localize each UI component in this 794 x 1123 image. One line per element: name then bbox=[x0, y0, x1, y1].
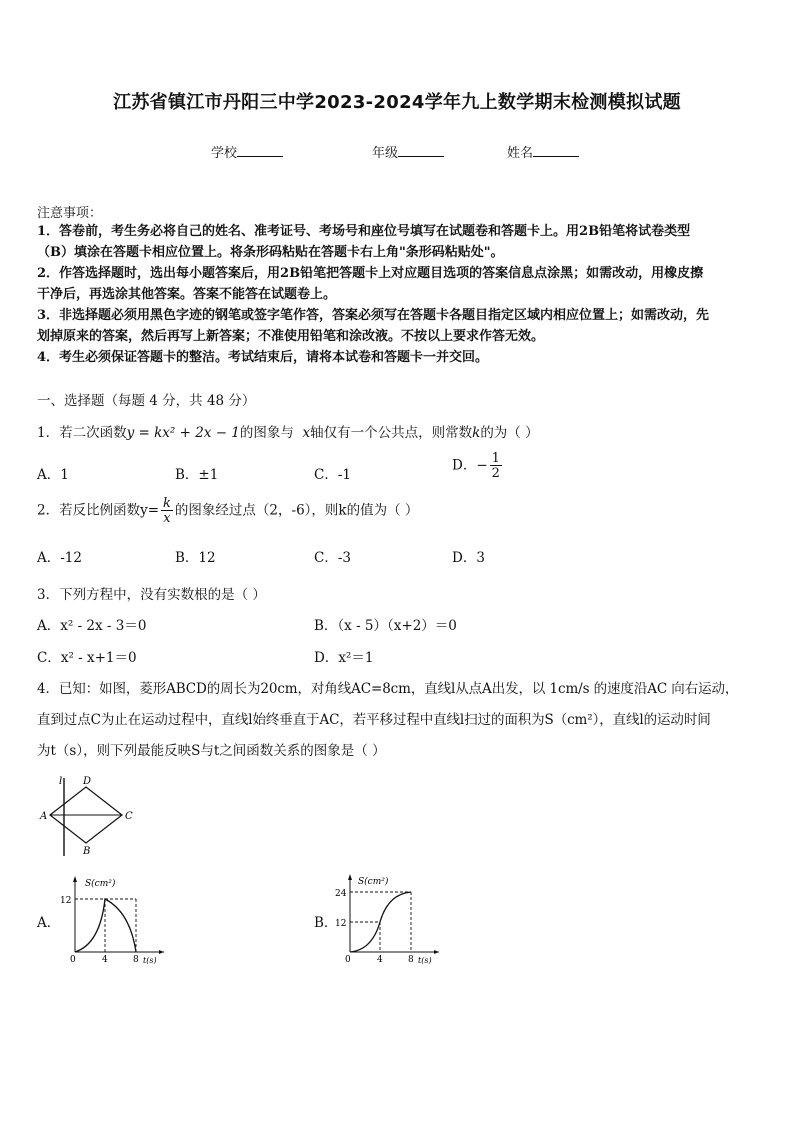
y-tick: 12 bbox=[60, 896, 72, 906]
q1-option-d-fraction bbox=[490, 452, 502, 480]
q2-text: 的图象经过点（2，-6），则k的值为（ ） bbox=[174, 502, 419, 519]
q1-option-a[interactable]: A．1 bbox=[37, 467, 69, 483]
q3-option-c[interactable]: C．x² - x+1＝0 bbox=[37, 650, 137, 666]
q2-option-b[interactable]: B．12 bbox=[175, 550, 216, 566]
rhombus-figure bbox=[36, 772, 148, 860]
notice-item: 划掉原来的答案，然后再写上新答案；不准使用铅笔和涂改液。不按以上要求作答无效。 bbox=[37, 329, 545, 344]
q2-fraction bbox=[161, 497, 173, 525]
q1-option-b[interactable]: B．±1 bbox=[175, 467, 219, 483]
label-a: A bbox=[40, 811, 48, 822]
grade-label: 年级 bbox=[372, 146, 399, 161]
y-tick: 24 bbox=[335, 889, 347, 899]
q1-text: 轴仅有一个公共点，则常数 bbox=[310, 425, 473, 441]
q2-option-a[interactable]: A．-12 bbox=[37, 550, 82, 566]
question-4-line: 直到过点C为止在运动过程中，直线l始终垂直于AC，若平移过程中直线l扫过的面积为S（cm²），直线l的运动时间 bbox=[37, 712, 711, 728]
q2-text: 2．若反比例函数y= bbox=[37, 502, 160, 519]
name-label: 姓名 bbox=[507, 146, 534, 161]
grade-field[interactable] bbox=[372, 142, 444, 161]
grade-blank bbox=[398, 144, 444, 157]
name-field[interactable] bbox=[507, 142, 579, 161]
curve-b bbox=[350, 892, 411, 952]
question-1 bbox=[37, 421, 539, 441]
question-2 bbox=[37, 497, 418, 525]
y-axis-label: S(cm²) bbox=[85, 879, 116, 889]
x-tick: 4 bbox=[102, 955, 108, 964]
q2-option-c[interactable]: C．-3 bbox=[314, 550, 351, 566]
x-axis-label: t(s) bbox=[418, 956, 432, 964]
notice-item: 2．作答选择题时，选出每小题答案后，用2B铅笔把答题卡上对应题目选项的答案信息点涂黑；如需改动，用橡皮擦 bbox=[37, 266, 704, 281]
q1-axis: x bbox=[302, 425, 311, 441]
fraction-denominator: 2 bbox=[491, 466, 500, 481]
notice-heading: 注意事项： bbox=[37, 206, 103, 221]
school-field[interactable] bbox=[211, 142, 283, 161]
q2-option-d[interactable]: D．3 bbox=[452, 550, 485, 566]
school-label: 学校 bbox=[211, 146, 238, 161]
y-axis-label: S(cm²) bbox=[358, 877, 389, 887]
q1-text: 的图象与 bbox=[239, 425, 294, 441]
label-l: l bbox=[59, 776, 63, 787]
q1-option-c[interactable]: C．-1 bbox=[314, 467, 351, 483]
q4-option-a[interactable]: A． bbox=[37, 915, 61, 931]
question-3: 3．下列方程中，没有实数根的是（ ） bbox=[37, 587, 266, 603]
fraction-denominator: x bbox=[161, 510, 173, 525]
curve-a bbox=[75, 899, 136, 952]
q1-option-d[interactable] bbox=[452, 452, 504, 480]
notice-item: 3．非选择题必须用黑色字迹的钢笔或签字笔作答，答案必须写在答题卡各题目指定区域内相应位置上；如需改动，先 bbox=[37, 308, 710, 323]
label-c: C bbox=[125, 811, 133, 822]
x-tick: 0 bbox=[70, 955, 76, 964]
x-axis-label: t(s) bbox=[143, 956, 157, 964]
q1-formula: y = kx² + 2x − 1 bbox=[126, 425, 240, 441]
fraction-numerator: k bbox=[163, 496, 171, 511]
x-tick: 8 bbox=[408, 955, 414, 964]
school-blank bbox=[237, 144, 283, 157]
page-title: 江苏省镇江市丹阳三中学2023-2024学年九上数学期末检测模拟试题 bbox=[113, 92, 681, 113]
graph-b bbox=[335, 872, 445, 964]
question-4-line: 为t（s），则下列最能反映S与t之间函数关系的图象是（ ） bbox=[37, 743, 386, 759]
notice-item: 4．考生必须保证答题卡的整洁。考试结束后，请将本试卷和答题卡一并交回。 bbox=[37, 350, 489, 365]
notice-item: 干净后，再选涂其他答案。答案不能答在试题卷上。 bbox=[37, 287, 337, 302]
q1-var: k bbox=[472, 425, 481, 441]
q1-text: 1．若二次函数 bbox=[37, 425, 127, 441]
y-tick: 12 bbox=[335, 919, 347, 929]
notice-item: 1．答卷前，考生务必将自己的姓名、准考证号、考场号和座位号填写在试题卷和答题卡上。用2B铅笔将试卷类型 bbox=[37, 224, 691, 239]
x-tick: 0 bbox=[345, 955, 351, 964]
q3-option-a[interactable]: A．x² - 2x - 3＝0 bbox=[37, 618, 147, 634]
notice-item: （B）填涂在答题卡相应位置上。将条形码粘贴在答题卡右上角"条形码粘贴处"。 bbox=[37, 245, 504, 260]
label-d: D bbox=[83, 776, 92, 787]
q3-option-d[interactable]: D．x²＝1 bbox=[314, 650, 374, 666]
name-blank bbox=[533, 144, 579, 157]
section-heading: 一、选择题（每题 4 分，共 48 分） bbox=[37, 393, 256, 409]
label-b: B bbox=[83, 846, 91, 857]
x-tick: 8 bbox=[133, 955, 139, 964]
q4-option-b[interactable]: B． bbox=[314, 915, 338, 931]
question-4-line: 4．已知：如图，菱形ABCD的周长为20cm，对角线AC=8cm，直线l从点A出发，以 1cm/s 的速度沿AC 向右运动， bbox=[37, 681, 739, 697]
fraction-numerator: 1 bbox=[491, 451, 500, 466]
graph-a bbox=[60, 874, 170, 964]
q1-option-d-label: D．− bbox=[452, 457, 488, 474]
q3-option-b[interactable]: B．（x - 5）（x+2）＝0 bbox=[314, 618, 457, 634]
q1-text: 的为（ ） bbox=[480, 425, 539, 441]
x-tick: 4 bbox=[377, 955, 383, 964]
